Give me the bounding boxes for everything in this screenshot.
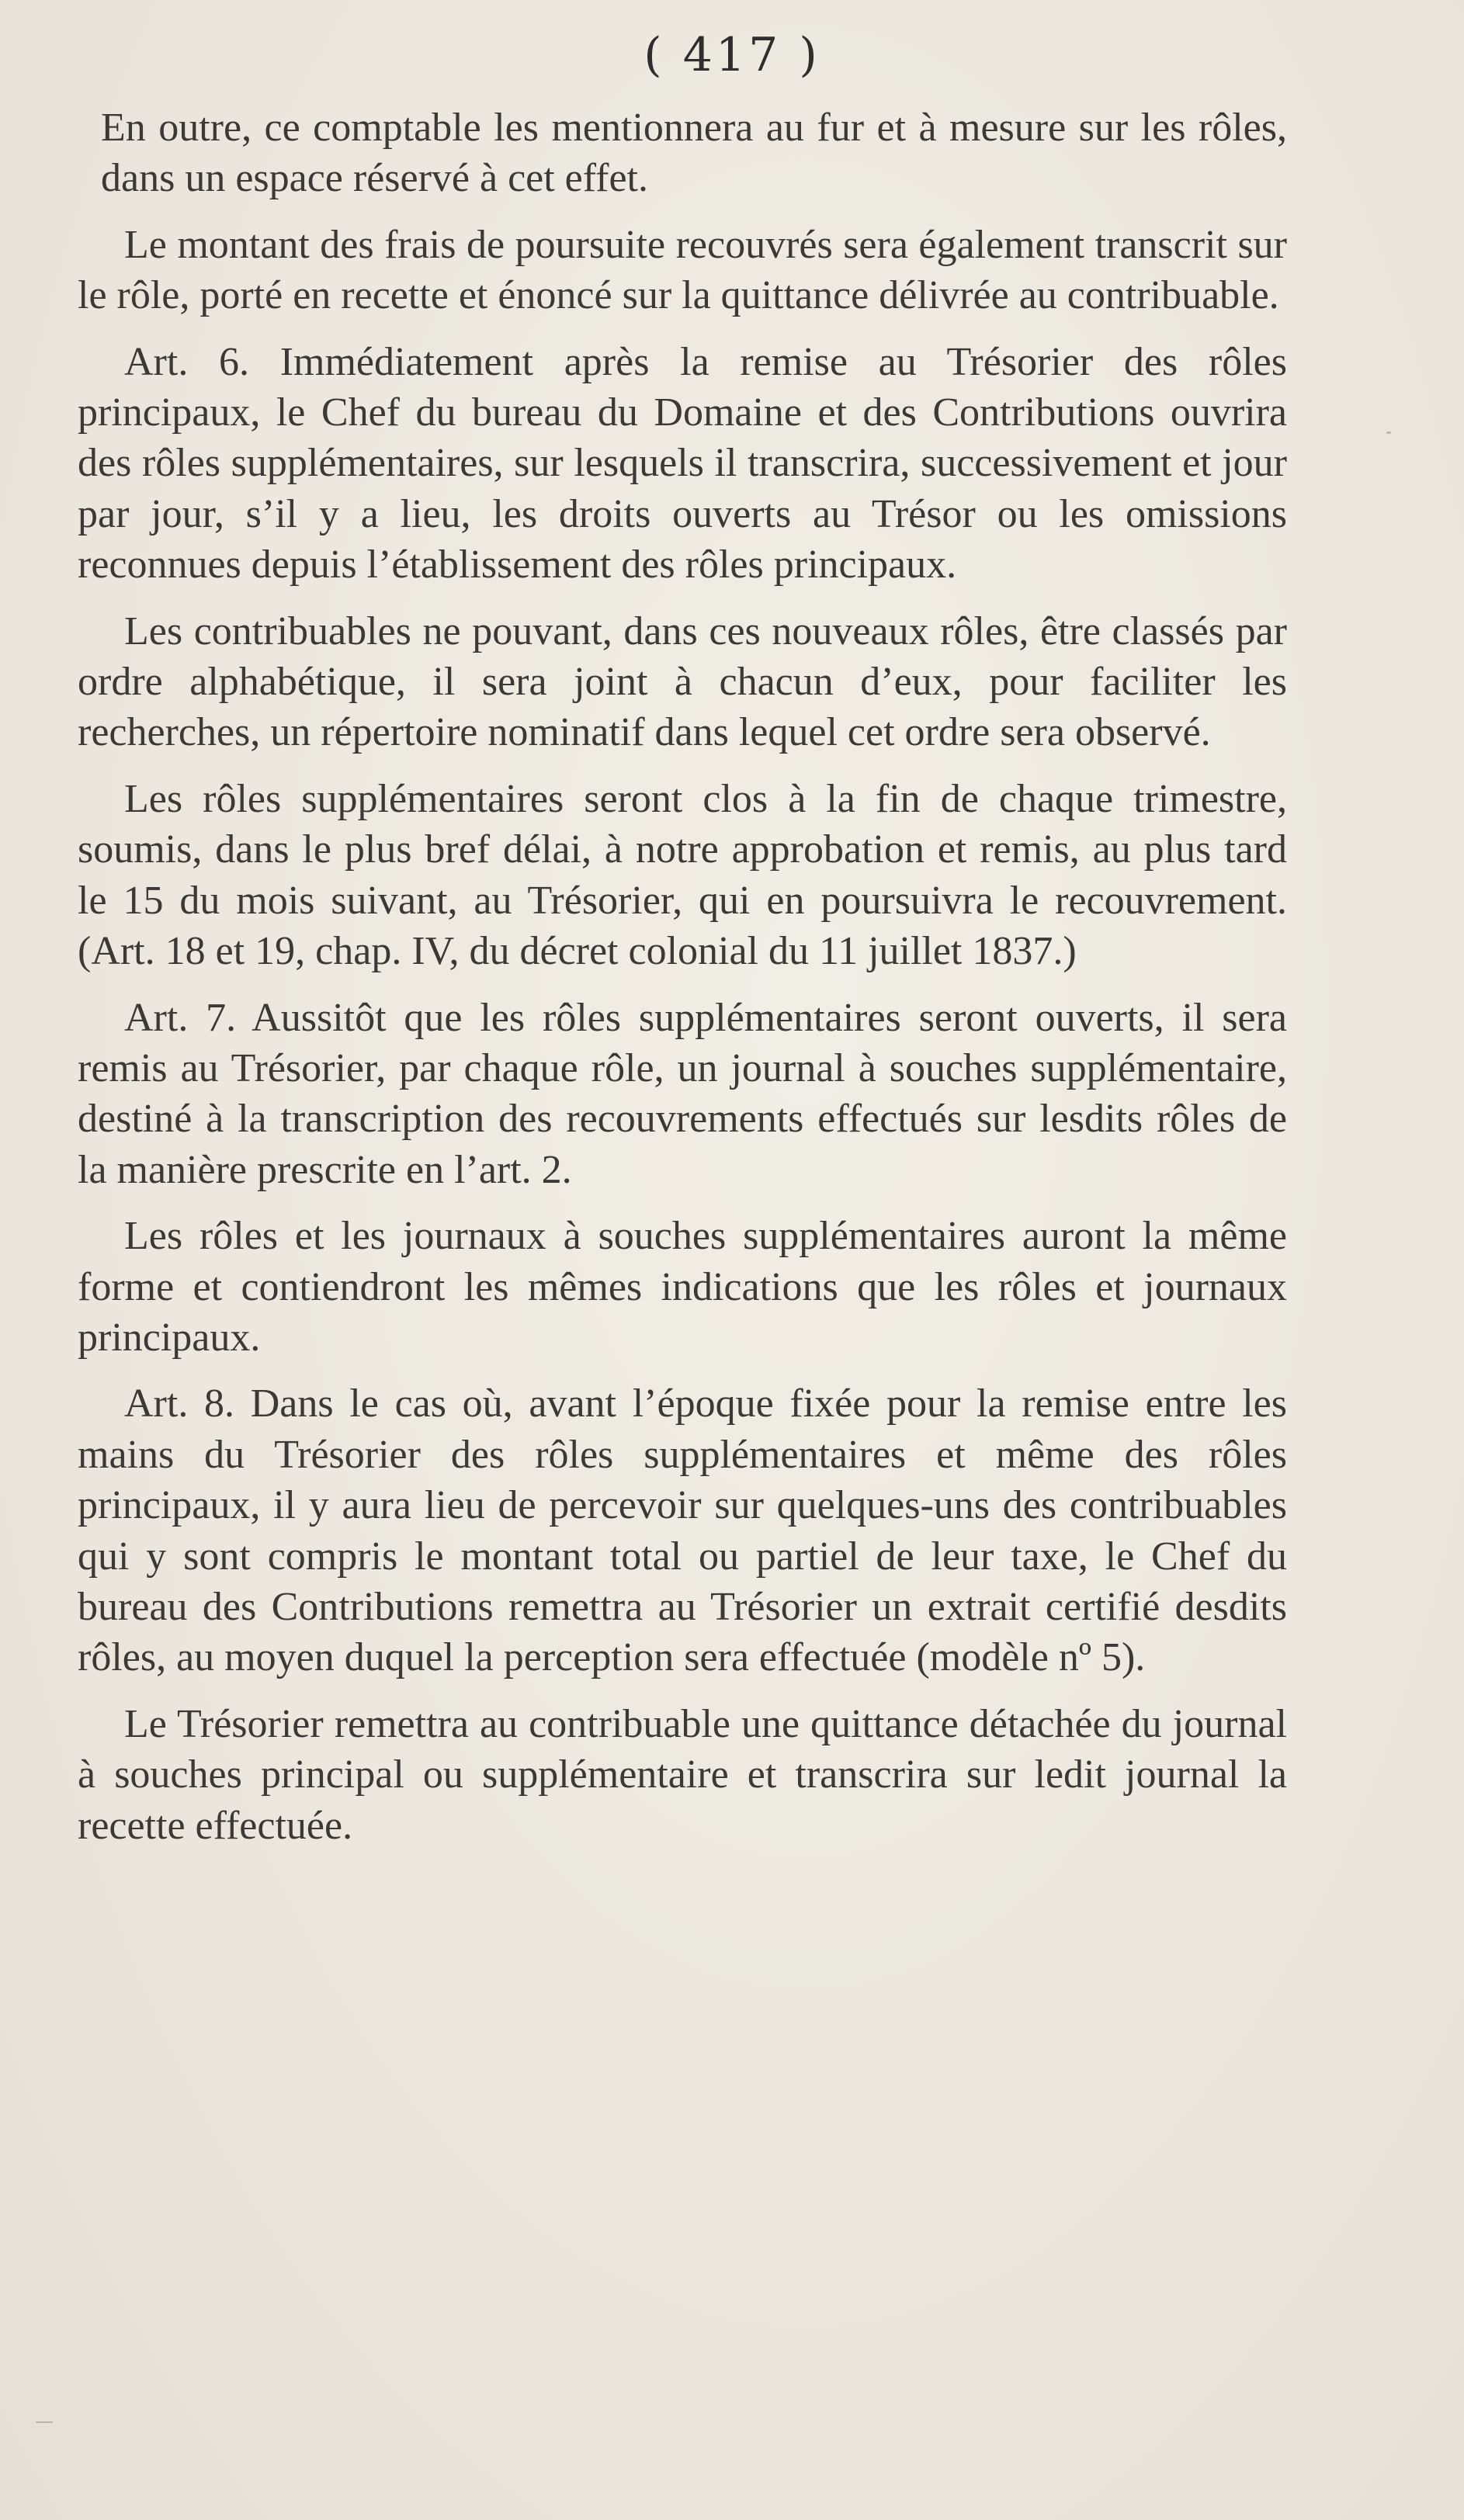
body-text [78,102,1287,1867]
paragraph-7: Les rôles et les journaux à souches supplémentaires auront la même forme et contiendront les mêmes indications que les rôles et journaux principaux. [78,1214,1287,1360]
paragraph-9: Le Trésorier remettra au contribuable une quittance détachée du journal à souches principal ou supplémentaire et transcrira sur ledit journal la recette effectuée. [78,1701,1287,1848]
paper-mark [1386,432,1391,434]
page-number: ( 417 ) [644,28,820,82]
paragraph-4: Les contribuables ne pouvant, dans ces nouveaux rôles, être classés par ordre alphabétique, il sera joint à chacun d’eux, pour faciliter les recherches, un répertoire nominatif dans lequel cet ordre sera observé. [78,608,1287,755]
paragraph-3-art-6: Art. 6. Immédiatement après la remise au Trésorier des rôles principaux, le Chef du bureau du Domaine et des Contributions ouvrira des rôles supplémentaires, sur lesquels il transcrira, successivement et jour par jour, s’il y a lieu, les droits ouverts au Trésor ou les omissions reconnues depuis l’établissement des rôles principaux. [78,339,1287,588]
paragraph-1: En outre, ce comptable les mentionnera au fur et à mesure sur les rôles, dans un espace réservé à cet effet. [101,106,1287,201]
paragraph-6-art-7: Art. 7. Aussitôt que les rôles supplémentaires seront ouverts, il sera remis au Trésorier, par chaque rôle, un journal à souches supplémentaire, destiné à la transcription des recouvrements effectués sur lesdits rôles de la manière prescrite en l’art. 2. [78,995,1287,1192]
paragraph-8-art-8: Art. 8. Dans le cas où, avant l’époque fixée pour la remise entre les mains du Trésorier des rôles supplémentaires et même des rôles principaux, il y aura lieu de percevoir sur quelques-uns des contribuables qui y sont compris le montant total ou partiel de leur taxe, le Chef du bureau des Contributions remettra au Trésorier un extrait certifié desdits rôles, au moyen duquel la perception sera effectuée (modèle nº 5). [78,1381,1287,1680]
paragraph-5: Les rôles supplémentaires seront clos à la fin de chaque trimestre, soumis, dans le plus bref délai, à notre approbation et remis, au plus tard le 15 du mois suivant, au Trésorier, qui en poursuivra le recouvrement. (Art. 18 et 19, chap. IV, du décret colonial du 11 juillet 1837.) [78,776,1287,974]
paragraph-2: Le montant des frais de poursuite recouvrés sera également transcrit sur le rôle, porté en recette et énoncé sur la quittance délivrée au contribuable. [78,222,1287,318]
paper-mark [36,2421,53,2423]
